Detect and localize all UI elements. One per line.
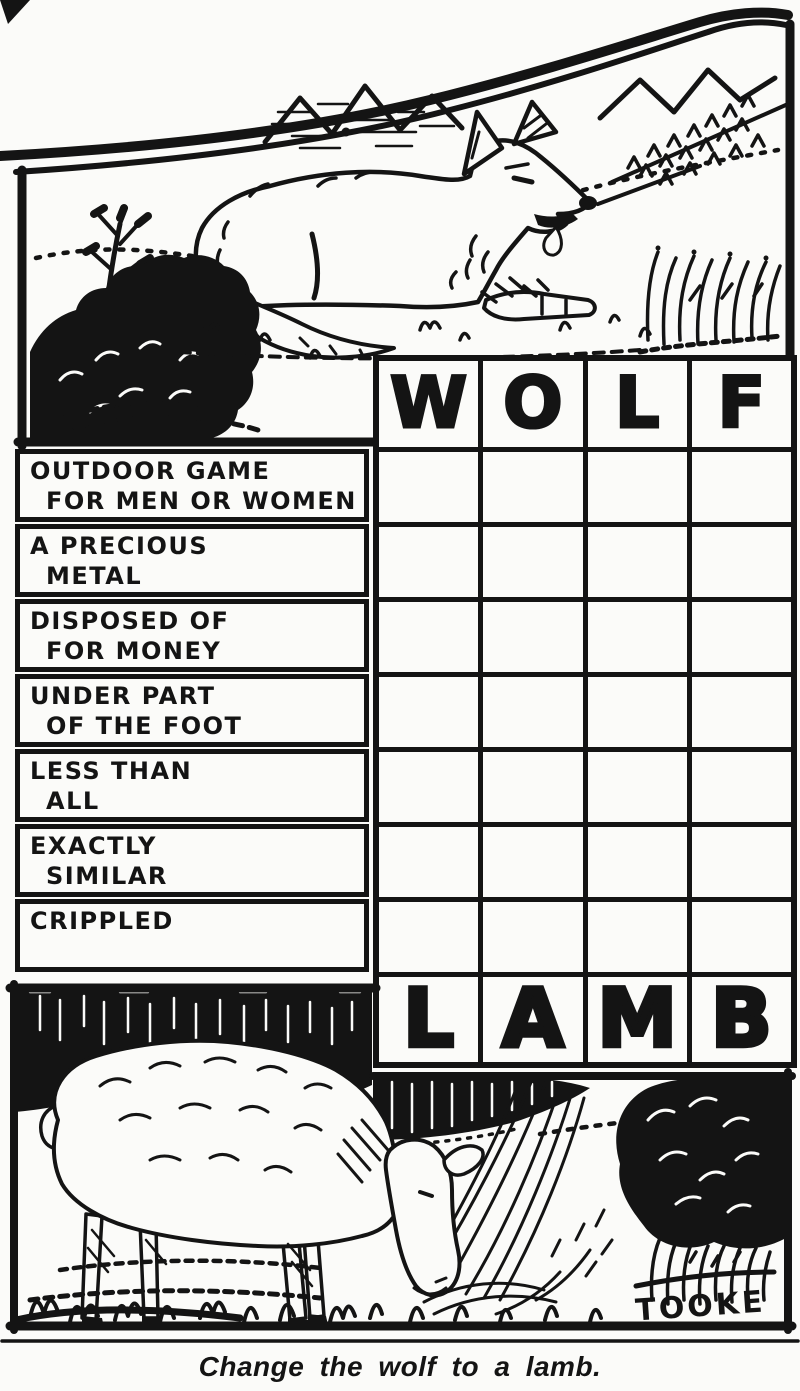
grid-cell-blank[interactable] xyxy=(379,602,478,672)
grid-cell-blank[interactable] xyxy=(379,902,478,972)
clue-line: METAL xyxy=(46,562,143,590)
grid-cell-blank[interactable] xyxy=(588,452,687,522)
lamb-illustration-canvas xyxy=(0,975,800,1350)
clue-5 xyxy=(15,749,369,822)
lamb-illustration xyxy=(0,975,800,1350)
clue-line: OF THE FOOT xyxy=(46,712,243,740)
clue-line: SIMILAR xyxy=(46,862,168,890)
clue-line: A PRECIOUS xyxy=(30,532,209,560)
letter: A xyxy=(501,977,564,1062)
clue-list xyxy=(15,449,369,972)
letter: B xyxy=(710,977,772,1062)
grid-cell-blank[interactable] xyxy=(483,827,582,897)
lamb-front-leg xyxy=(304,1238,324,1318)
grid-cell-blank[interactable] xyxy=(692,602,791,672)
clue-2 xyxy=(15,524,369,597)
grid-cell-blank[interactable] xyxy=(483,452,582,522)
clue-line: DISPOSED OF xyxy=(30,607,230,635)
grid-cell-blank[interactable] xyxy=(588,752,687,822)
clue-line: UNDER PART xyxy=(30,682,216,710)
grid-cell-blank[interactable] xyxy=(588,527,687,597)
grid-cell-blank[interactable] xyxy=(379,827,478,897)
grid-cell-blank[interactable] xyxy=(483,902,582,972)
grid-cell-wolf-2 xyxy=(483,361,582,447)
word-ladder-grid xyxy=(373,355,797,1068)
ink-dot xyxy=(342,128,351,137)
signature-text: TOOKE xyxy=(634,1284,767,1329)
clue-6 xyxy=(15,824,369,897)
lamb-hind-leg xyxy=(140,1222,158,1318)
letter: O xyxy=(503,362,563,444)
clue-line: FOR MEN OR WOMEN xyxy=(46,487,357,515)
clue-line: ALL xyxy=(46,787,100,815)
letter: M xyxy=(597,977,677,1062)
grid-cell-blank[interactable] xyxy=(483,677,582,747)
letter: W xyxy=(390,362,468,444)
grid-cell-blank[interactable] xyxy=(588,827,687,897)
clue-4 xyxy=(15,674,369,747)
artist-signature xyxy=(634,1272,774,1328)
grid-cell-wolf-3 xyxy=(588,361,687,447)
grid-cell-blank[interactable] xyxy=(379,677,478,747)
clue-line: FOR MONEY xyxy=(46,637,222,665)
letter: L xyxy=(403,977,455,1062)
grid-cell-blank[interactable] xyxy=(379,452,478,522)
wolf-paws xyxy=(484,292,595,319)
wolf-body xyxy=(196,140,590,312)
grid-cell-blank[interactable] xyxy=(692,827,791,897)
clue-line: EXACTLY xyxy=(30,832,157,860)
corner-mark xyxy=(0,0,30,24)
grid-cell-blank[interactable] xyxy=(588,902,687,972)
grid-cell-blank[interactable] xyxy=(692,527,791,597)
grid-cell-blank[interactable] xyxy=(692,452,791,522)
clue-7 xyxy=(15,899,369,972)
clue-line: CRIPPLED xyxy=(30,907,174,935)
lamb-ear xyxy=(444,1146,483,1175)
clue-line: OUTDOOR GAME xyxy=(30,457,271,485)
grid-cell-wolf-1 xyxy=(379,361,478,447)
grid-cell-blank[interactable] xyxy=(483,527,582,597)
clue-1 xyxy=(15,449,369,522)
grid-cell-blank[interactable] xyxy=(588,677,687,747)
puzzle-caption: Change the wolf to a lamb. xyxy=(198,1351,602,1382)
wolf-nose xyxy=(579,196,597,210)
letter: F xyxy=(717,362,766,444)
clue-3 xyxy=(15,599,369,672)
grid-cell-blank[interactable] xyxy=(483,602,582,672)
wolf-ear-right xyxy=(514,102,556,144)
grid-cell-blank[interactable] xyxy=(483,752,582,822)
grid-cell-blank[interactable] xyxy=(379,527,478,597)
bush-mass xyxy=(30,255,261,440)
grid-cell-wolf-4 xyxy=(692,361,791,447)
grid-cell-blank[interactable] xyxy=(588,602,687,672)
grid-cell-blank[interactable] xyxy=(692,677,791,747)
grid-cell-blank[interactable] xyxy=(379,752,478,822)
clue-line: LESS THAN xyxy=(30,757,193,785)
grid-cell-blank[interactable] xyxy=(692,752,791,822)
grid-cell-blank[interactable] xyxy=(692,902,791,972)
letter: L xyxy=(614,362,660,444)
